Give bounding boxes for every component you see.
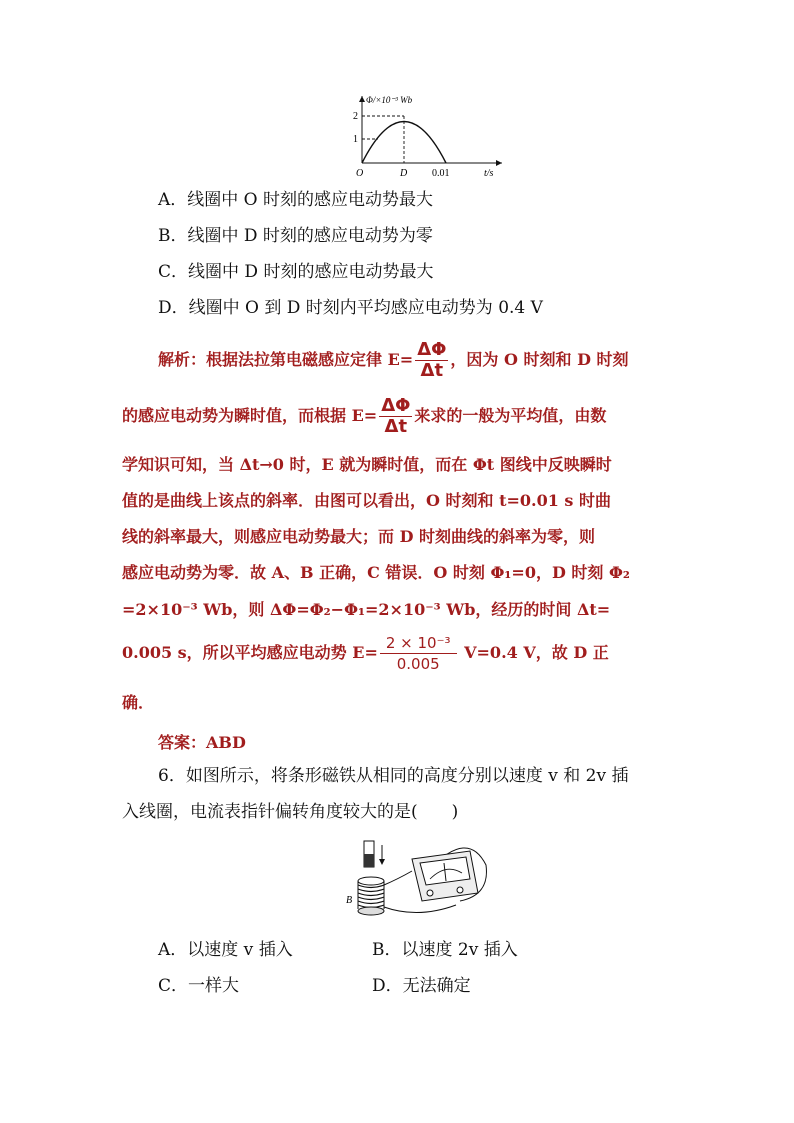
- figure-label-b: B: [346, 895, 353, 906]
- formula-fraction: [415, 340, 448, 381]
- graph-y-label: Φ/×10⁻³ Wb: [366, 95, 413, 105]
- solution-line-6: 感应电动势为零．故 A、B 正确，C 错误．O 时刻 Φ₁=0，D 时刻 Φ₂: [122, 563, 630, 582]
- fraction-3-numerator: 2 × 10⁻³: [380, 633, 457, 654]
- solution-line-2-tail: 来求的一般为平均值，由数: [414, 406, 607, 425]
- fraction-2-numerator: ΔΦ: [381, 395, 411, 416]
- solution-line-7: =2×10⁻³ Wb，则 ΔΦ=Φ₂−Φ₁=2×10⁻³ Wb，经历的时间 Δt=: [122, 600, 611, 619]
- graph-y-tick-2: 2: [353, 111, 358, 122]
- graph-x-tick-d: D: [400, 168, 408, 179]
- magnet-coil-galvanometer-figure: [338, 835, 494, 923]
- flux-time-graph: [340, 90, 510, 180]
- fraction-numerator: ΔΦ: [417, 339, 447, 360]
- solution-line-4: 值的是曲线上该点的斜率．由图可以看出，O 时刻和 t=0.01 s 时曲: [122, 491, 611, 510]
- graph-y-tick-1: 1: [353, 134, 358, 145]
- solution-line-2-head: 的感应电动势为瞬时值，而根据 E=: [122, 406, 378, 425]
- solution-line-3: 学知识可知，当 Δt→0 时，E 就为瞬时值，而在 Φt 图线中反映瞬时: [122, 455, 612, 474]
- fraction-2-denominator: Δt: [384, 416, 408, 437]
- q6-option-c: C．一样大: [158, 976, 240, 996]
- q6-line-2: 入线圈，电流表指针偏转角度较大的是( ): [122, 802, 459, 822]
- graph-origin: O: [356, 168, 364, 179]
- solution-line-8-head: 0.005 s，所以平均感应电动势 E=: [122, 643, 378, 662]
- solution-line-1-tail: ，因为 O 时刻和 D 时刻: [450, 350, 629, 369]
- answer-label: 答案：ABD: [158, 733, 246, 752]
- q6-line-1: 6．如图所示，将条形磁铁从相同的高度分别以速度 v 和 2v 插: [158, 766, 629, 786]
- solution-line-8-tail: V=0.4 V，故 D 正: [464, 643, 609, 662]
- graph-x-tick-end: 0.01: [432, 168, 450, 179]
- solution-line-1-head: 解析：根据法拉第电磁感应定律 E=: [158, 350, 414, 369]
- solution-line-8: [122, 633, 678, 674]
- solution-line-2: [122, 396, 678, 437]
- q6-option-b: B．以速度 2v 插入: [372, 940, 518, 960]
- q6-option-a: A．以速度 v 插入: [158, 940, 293, 960]
- q5-option-c: C．线圈中 D 时刻的感应电动势最大: [158, 262, 434, 282]
- q5-option-d: D．线圈中 O 到 D 时刻内平均感应电动势为 0.4 V: [158, 298, 543, 318]
- solution-line-9: 确．: [122, 693, 155, 712]
- formula-fraction-2: [379, 396, 412, 437]
- fraction-3-denominator: 0.005: [396, 655, 440, 673]
- q5-option-a: A．线圈中 O 时刻的感应电动势最大: [158, 190, 434, 210]
- q6-option-d: D．无法确定: [372, 976, 471, 996]
- graph-x-label: t/s: [484, 168, 494, 179]
- solution-line-1: [158, 340, 714, 381]
- q5-option-b: B．线圈中 D 时刻的感应电动势为零: [158, 226, 433, 246]
- formula-fraction-3: [380, 633, 457, 674]
- fraction-denominator: Δt: [420, 360, 444, 381]
- solution-line-5: 线的斜率最大，则感应电动势最大；而 D 时刻曲线的斜率为零，则: [122, 527, 596, 546]
